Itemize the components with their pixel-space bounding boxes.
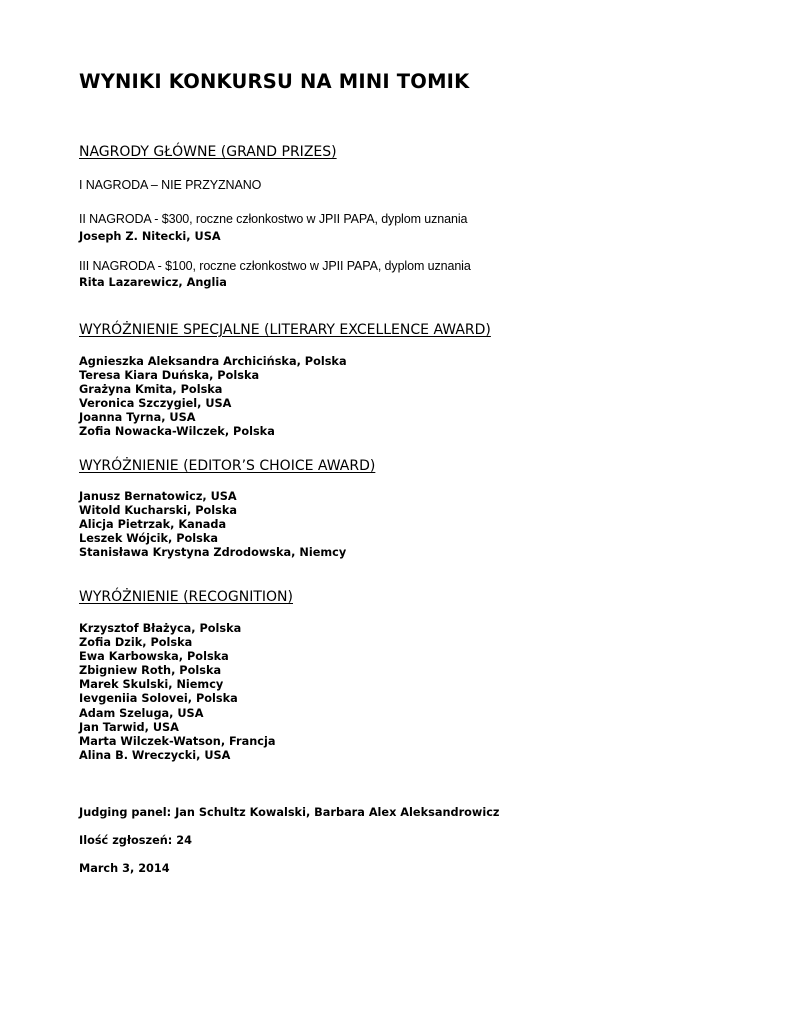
list-item: Alina B. Wreczycki, USA	[79, 748, 231, 762]
list-item: Marek Skulski, Niemcy	[79, 678, 224, 692]
list-item: Joanna Tyrna, USA	[79, 411, 196, 425]
document-date: March 3, 2014	[79, 862, 170, 875]
list-item: Zofia Nowacka-Wilczek, Polska	[79, 425, 275, 439]
list-item: Adam Szeluga, USA	[79, 706, 204, 720]
judging-panel: Judging panel: Jan Schultz Kowalski, Barbara Alex Aleksandrowicz	[79, 806, 500, 819]
second-prize-line: II NAGRODA - $300, roczne członkostwo w JPII PAPA, dyplom uznania	[79, 212, 468, 226]
list-item: Krzysztof Błażyca, Polska	[79, 622, 242, 635]
recognition-heading: WYRÓŻNIENIE (RECOGNITION)	[79, 589, 293, 605]
editors-choice-heading: WYRÓŻNIENIE (EDITOR’S CHOICE AWARD)	[79, 458, 376, 474]
list-item: Grażyna Kmita, Polska	[79, 383, 223, 397]
list-item: Marta Wilczek-Watson, Francja	[79, 734, 276, 748]
list-item: Janusz Bernatowicz, USA	[79, 490, 237, 503]
recognition-list	[79, 622, 275, 763]
list-item: Teresa Kiara Duńska, Polska	[79, 369, 260, 383]
list-item: Veronica Szczygiel, USA	[79, 397, 232, 411]
list-item: Zbigniew Roth, Polska	[79, 664, 222, 678]
submission-count: Ilość zgłoszeń: 24	[79, 834, 192, 847]
literary-excellence-heading: WYRÓŻNIENIE SPECJALNE (LITERARY EXCELLENCE AWARD)	[79, 322, 491, 338]
list-item: Zofia Dzik, Polska	[79, 636, 193, 650]
list-item: Ievgeniia Solovei, Polska	[79, 692, 238, 706]
editors-choice-list	[79, 490, 346, 560]
page-title: WYNIKI KONKURSU NA MINI TOMIK	[79, 70, 470, 93]
third-prize-winner: Rita Lazarewicz, Anglia	[79, 276, 227, 289]
first-prize-line: I NAGRODA – NIE PRZYZNANO	[79, 178, 262, 192]
list-item: Alicja Pietrzak, Kanada	[79, 518, 227, 532]
list-item: Ewa Karbowska, Polska	[79, 650, 229, 664]
grand-prizes-heading: NAGRODY GŁÓWNE (GRAND PRIZES)	[79, 144, 337, 160]
list-item: Witold Kucharski, Polska	[79, 504, 238, 518]
list-item: Stanisława Krystyna Zdrodowska, Niemcy	[79, 546, 347, 560]
second-prize-winner: Joseph Z. Nitecki, USA	[79, 230, 221, 243]
list-item: Agnieszka Aleksandra Archicińska, Polska	[79, 355, 347, 368]
third-prize-line: III NAGRODA - $100, roczne członkostwo w JPII PAPA, dyplom uznania	[79, 259, 471, 273]
list-item: Leszek Wójcik, Polska	[79, 532, 219, 546]
literary-excellence-list	[79, 355, 347, 440]
list-item: Jan Tarwid, USA	[79, 720, 179, 734]
